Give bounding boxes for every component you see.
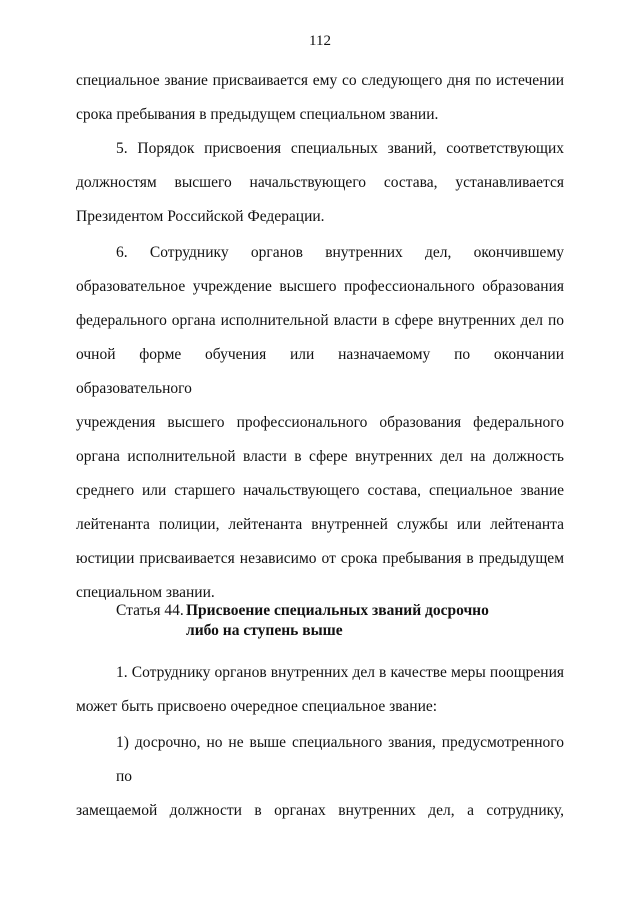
text-line: образовательное учреждение высшего профессионального образования <box>76 278 564 295</box>
article-title-line2: либо на ступень выше <box>186 622 343 639</box>
text-line: 5. Порядок присвоения специальных званий, соответствующих <box>116 140 564 157</box>
text-line: лейтенанта полиции, лейтенанта внутренней службы или лейтенанта <box>76 516 564 533</box>
text-line: среднего или старшего начальствующего состава, специальное звание <box>76 482 564 499</box>
text-line: 1. Сотруднику органов внутренних дел в качестве меры поощрения <box>116 664 564 681</box>
paragraph-6 <box>76 236 564 610</box>
text-line: специальном звании. <box>76 584 215 601</box>
paragraph-5 <box>76 132 564 234</box>
text-line: должностям высшего начальствующего состава, устанавливается <box>76 174 564 191</box>
text-line: может быть присвоено очередное специальное звание: <box>76 698 438 715</box>
text-line: органа исполнительной власти в сфере внутренних дел на должность <box>76 448 564 465</box>
text-line: федерального органа исполнительной власти в сфере внутренних дел по <box>76 312 564 329</box>
article-heading <box>116 601 556 641</box>
text-line: специальное звание присваивается ему со следующего дня по истечении <box>76 72 564 89</box>
text-line: 1) досрочно, но не выше специального звания, предусмотренного по <box>116 734 564 785</box>
text-line: юстиции присваивается независимо от срока пребывания в предыдущем <box>76 550 564 567</box>
paragraph-44-1 <box>76 656 564 724</box>
text-line: замещаемой должности в органах внутренних дел, а сотруднику, <box>76 802 564 819</box>
text-line: учреждения высшего профессионального образования федерального <box>76 414 564 431</box>
text-line: Президентом Российской Федерации. <box>76 208 325 225</box>
paragraph-intro <box>76 64 564 132</box>
text-line: срока пребывания в предыдущем специальном звании. <box>76 106 439 123</box>
page-number: 112 <box>309 33 331 49</box>
article-title-line1: Присвоение специальных званий досрочно <box>186 602 489 619</box>
text-line: очной форме обучения или назначаемому по окончании образовательного <box>76 346 564 397</box>
article-label: Статья 44. <box>116 602 184 619</box>
paragraph-44-1-1 <box>76 726 564 828</box>
text-line: 6. Сотруднику органов внутренних дел, окончившему <box>116 244 564 261</box>
